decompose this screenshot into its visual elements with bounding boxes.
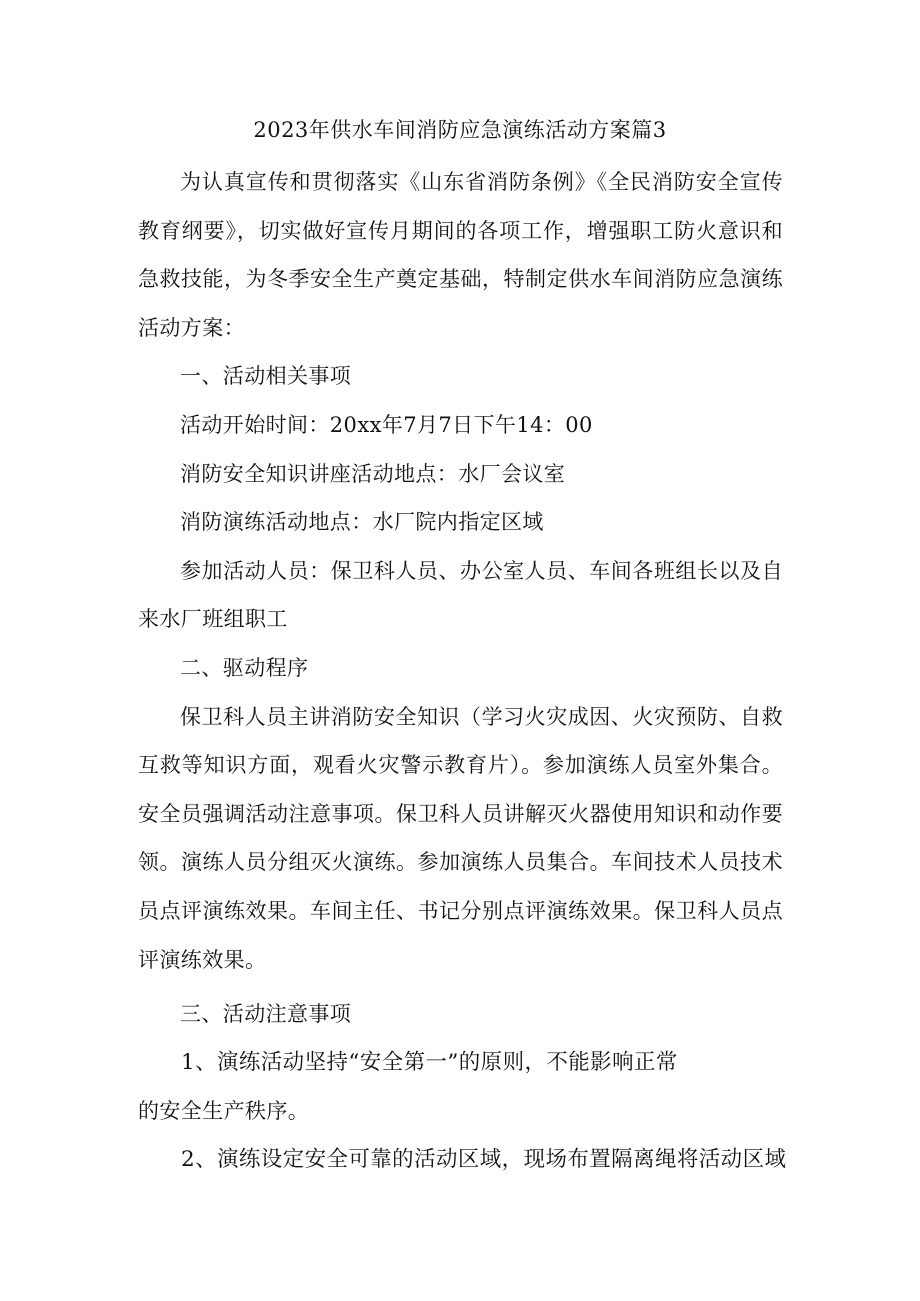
section-heading-1: 一、活动相关事项 [180,364,352,389]
list-item-2: 2、演练设定安全可靠的活动区域，现场布置隔离绳将活动区域 [181,1146,787,1172]
document-body [138,158,787,1184]
paragraph-intro: 为认真宣传和贯彻落实《山东省消防条例》《全民消防安全宣传教育纲要》，切实做好宣传月期间的各项工作，增强职工防火意识和急救技能，为冬季安全生产奠定基础，特制定供水车间消防应急演练活动方案： [138,170,783,340]
section-heading-2: 二、驱动程序 [180,655,309,680]
paragraph-procedure: 保卫科人员主讲消防安全知识（学习火灾成因、火灾预防、自救互救等知识方面，观看火灾警示教育片）。参加演练人员室外集合。安全员强调活动注意事项。保卫科人员讲解灭火器使用知识和动作要领。演练人员分组灭火演练。参加演练人员集合。车间技术人员技术员点评演练效果。车间主任、书记分别点评演练效果。保卫科人员点评演练效果。 [138,704,783,972]
paragraph-lecture-location: 消防安全知识讲座活动地点：水厂会议室 [180,461,566,486]
paragraph-start-time: 活动开始时间：20xx年7月7日下午14：00 [180,412,593,437]
list-item-1-continuation: 的安全生产秩序。 [138,1099,310,1124]
section-heading-3: 三、活动注意事项 [180,1002,352,1027]
list-item-1: 1、演练活动坚持“安全第一”的原则，不能影响正常 [181,1049,678,1075]
paragraph-drill-location: 消防演练活动地点：水厂院内指定区域 [180,510,544,535]
document-title: 2023年供水车间消防应急演练活动方案篇3 [253,118,667,142]
paragraph-participants: 参加活动人员：保卫科人员、办公室人员、车间各班组长以及自来水厂班组职工 [138,558,783,632]
